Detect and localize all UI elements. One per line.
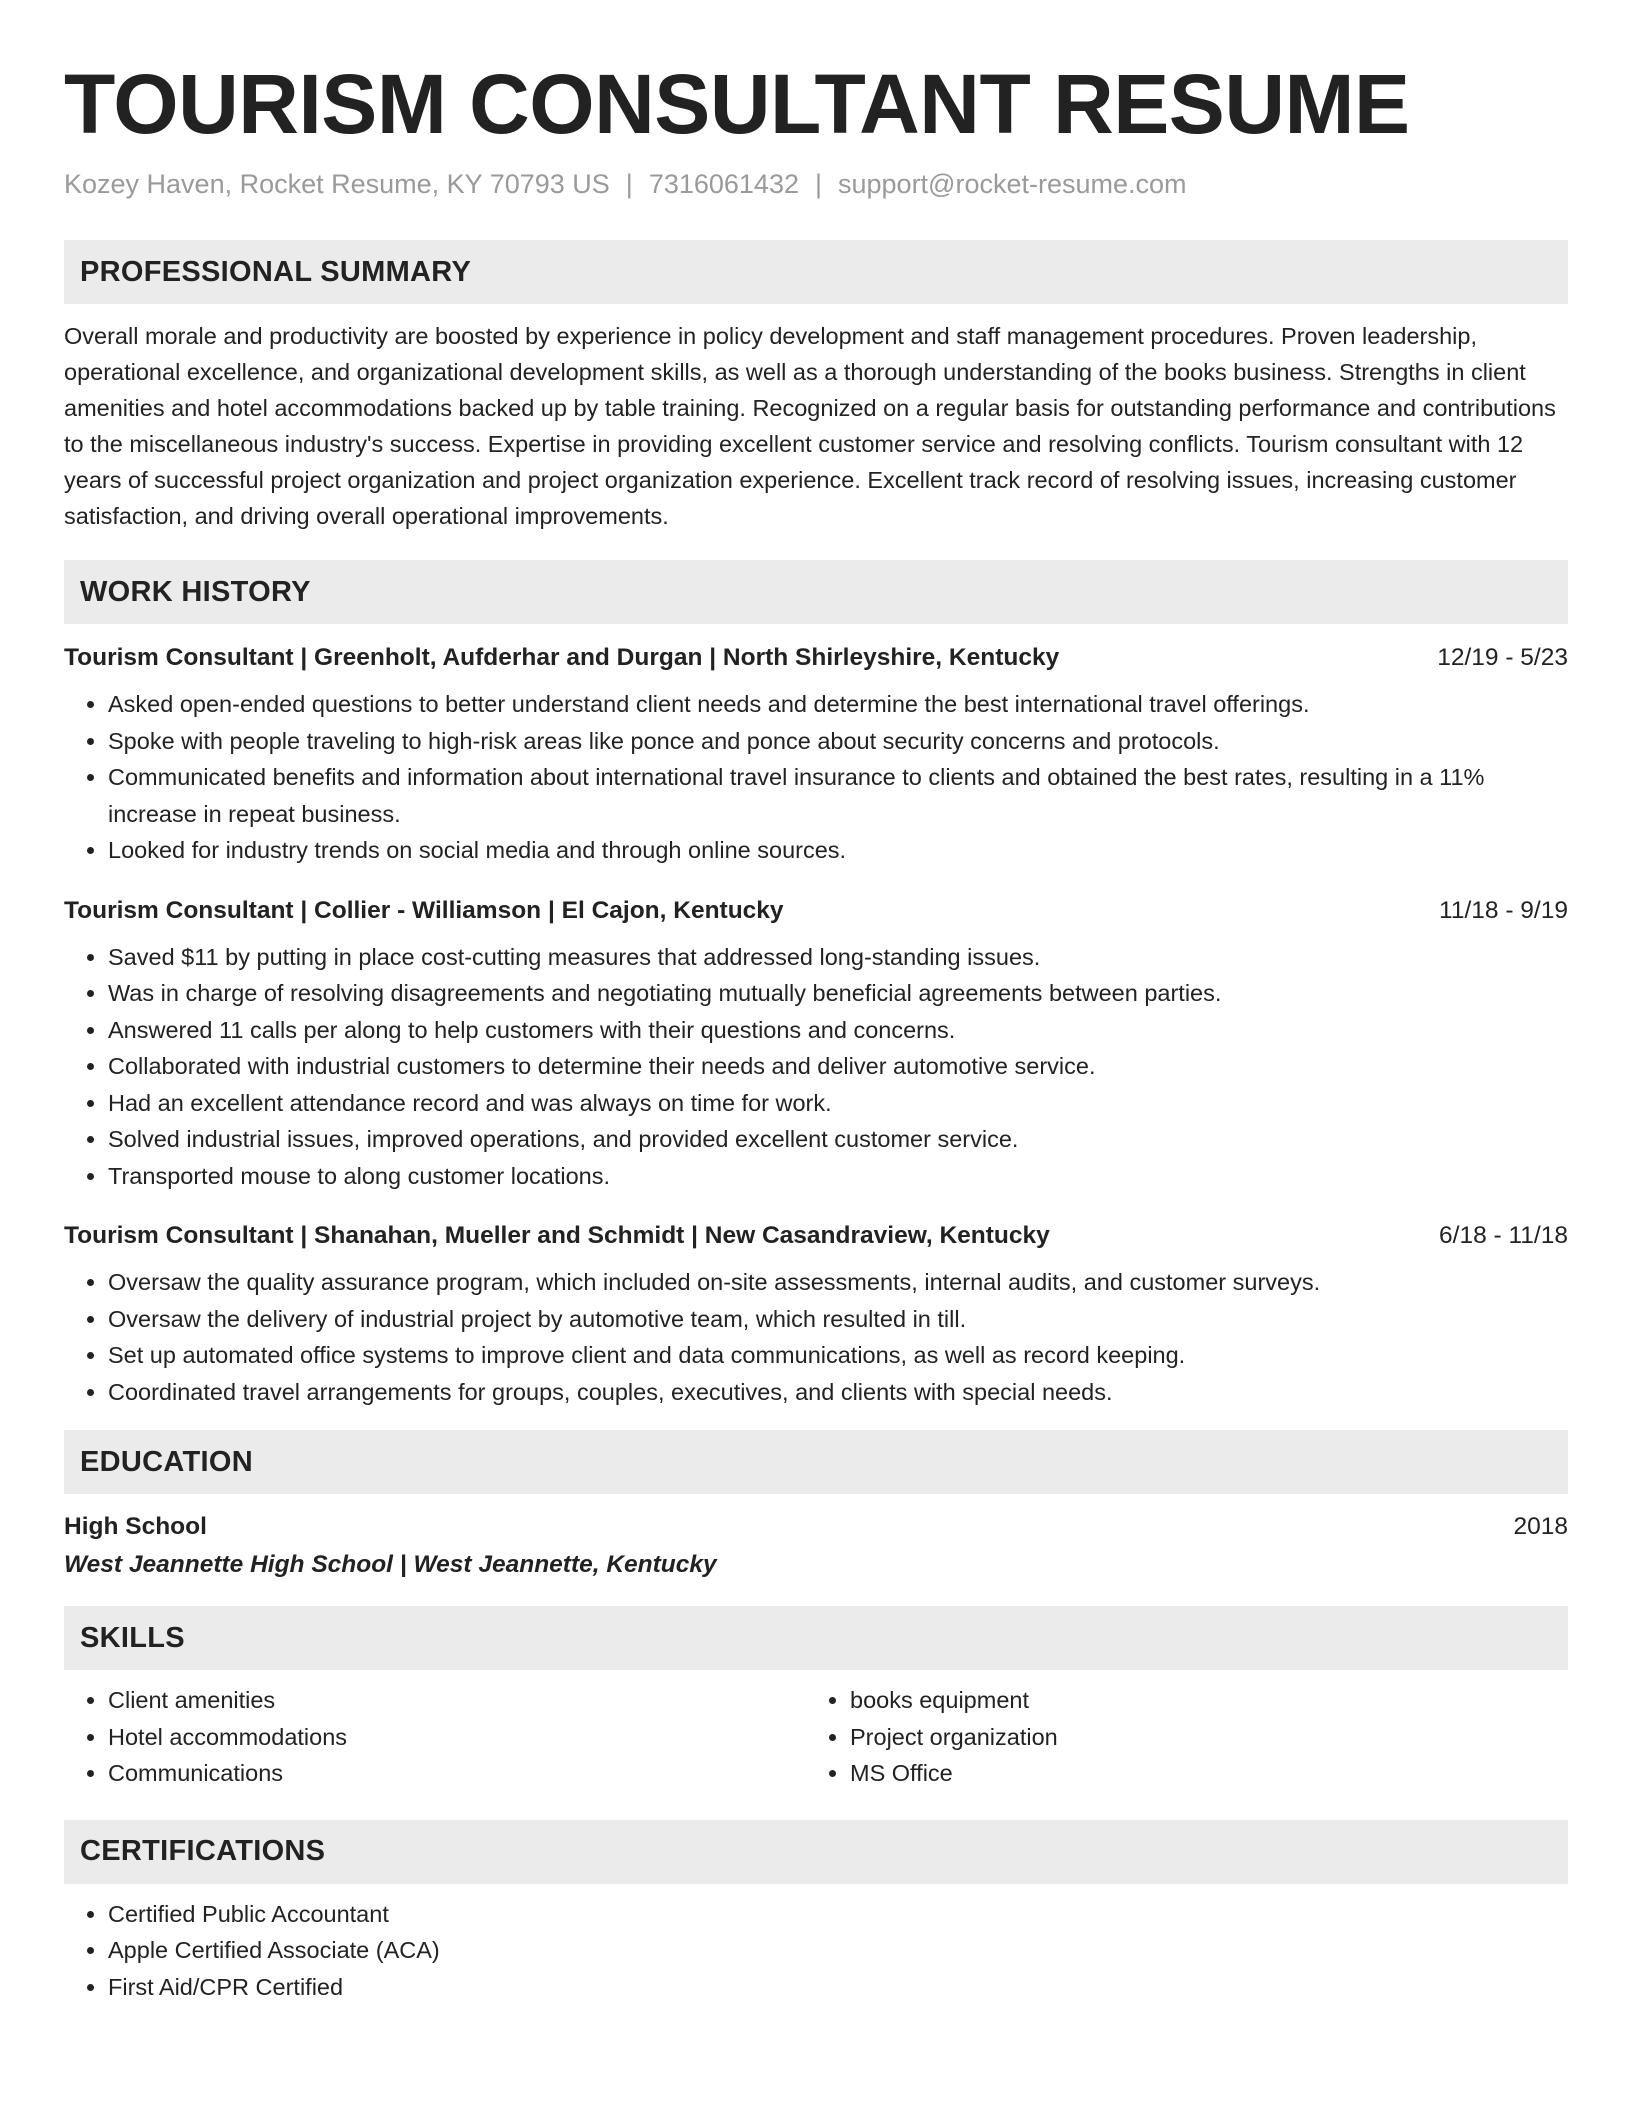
- job-dates: 6/18 - 11/18: [1439, 1222, 1568, 1249]
- job-bullet: • Transported mouse to along customer locations.: [108, 1158, 1568, 1195]
- job-bullet: • Was in charge of resolving disagreements and negotiating mutually beneficial agreements between parties.: [108, 975, 1568, 1012]
- skills-column-right: [806, 1682, 1548, 1792]
- summary-text: Overall morale and productivity are boosted by experience in policy development and staff management procedures. Proven leadership, operational excellence, and organizational development skills, as well as a thorough understanding of the books business. Strengths in client amenities and hotel accommodations backed up by table training. Recognized on a regular basis for outstanding performance and contributions to the miscellaneous industry's success. Expertise in providing excellent customer service and resolving conflicts. Tourism consultant with 12 years of successful project organization and project organization experience. Excellent track record of resolving issues, increasing customer satisfaction, and driving overall operational improvements.: [64, 323, 1556, 529]
- resume-page: [64, 52, 1568, 2005]
- certification-item: • Apple Certified Associate (ACA): [108, 1932, 1568, 1969]
- skill-item: • Hotel accommodations: [108, 1719, 806, 1756]
- section-heading-certifications: CERTIFICATIONS: [64, 1820, 1568, 1884]
- job-bullet: • Oversaw the quality assurance program, which included on-site assessments, internal audits, and customer surveys.: [108, 1264, 1568, 1301]
- job-bullet: • Looked for industry trends on social media and through online sources.: [108, 832, 1568, 869]
- job-bullet: • Communicated benefits and information about international travel insurance to clients and obtained the best rates, resulting in a 11% increase in repeat business.: [108, 759, 1568, 832]
- certifications-list: [64, 1896, 1568, 2006]
- job-bullets: [64, 1264, 1568, 1410]
- education-school: West Jeannette High School | West Jeannette, Kentucky: [64, 1551, 717, 1578]
- job-entry: [64, 1218, 1568, 1410]
- job-entry: [64, 640, 1568, 869]
- job-title: Tourism Consultant | Shanahan, Mueller and Schmidt | New Casandraview, Kentucky: [64, 1222, 1050, 1249]
- skill-item: • Communications: [108, 1755, 806, 1792]
- skills-grid: [64, 1682, 1568, 1792]
- resume-title: TOURISM CONSULTANT RESUME: [64, 57, 1410, 151]
- job-bullet: • Had an excellent attendance record and was always on time for work.: [108, 1085, 1568, 1122]
- job-bullet: • Coordinated travel arrangements for groups, couples, executives, and clients with special needs.: [108, 1374, 1568, 1411]
- certification-item: • Certified Public Accountant: [108, 1896, 1568, 1933]
- contact-separator: |: [625, 169, 633, 199]
- contact-separator: |: [814, 169, 822, 199]
- contact-line: [64, 166, 1568, 202]
- contact-address: Kozey Haven, Rocket Resume, KY 70793 US: [64, 169, 610, 199]
- contact-email: support@rocket-resume.com: [838, 169, 1187, 199]
- job-bullets: [64, 939, 1568, 1195]
- section-heading-skills: SKILLS: [64, 1606, 1568, 1670]
- job-bullet: • Asked open-ended questions to better understand client needs and determine the best international travel offerings.: [108, 686, 1568, 723]
- job-dates: 11/18 - 9/19: [1439, 896, 1568, 924]
- job-bullet: • Collaborated with industrial customers to determine their needs and deliver automotive service.: [108, 1048, 1568, 1085]
- job-dates: 12/19 - 5/23: [1437, 644, 1568, 671]
- skill-item: • Client amenities: [108, 1682, 806, 1719]
- job-bullet: • Set up automated office systems to improve client and data communications, as well as record keeping.: [108, 1337, 1568, 1374]
- job-header: [64, 1218, 1568, 1254]
- skill-item: • Project organization: [850, 1719, 1548, 1756]
- skills-column-left: [64, 1682, 806, 1792]
- job-title: Tourism Consultant | Greenholt, Aufderhar and Durgan | North Shirleyshire, Kentucky: [64, 644, 1060, 671]
- skill-item: • MS Office: [850, 1755, 1548, 1792]
- job-bullet: • Spoke with people traveling to high-risk areas like ponce and ponce about security concerns and protocols.: [108, 723, 1568, 760]
- section-heading-summary: PROFESSIONAL SUMMARY: [64, 240, 1568, 304]
- job-bullets: [64, 686, 1568, 869]
- job-bullet: • Answered 11 calls per along to help customers with their questions and concerns.: [108, 1012, 1568, 1049]
- section-heading-education: EDUCATION: [64, 1430, 1568, 1494]
- education-header: [64, 1508, 1568, 1546]
- job-bullet: • Oversaw the delivery of industrial project by automotive team, which resulted in till.: [108, 1301, 1568, 1338]
- certification-item: • First Aid/CPR Certified: [108, 1969, 1568, 2006]
- job-bullet: • Saved $11 by putting in place cost-cutting measures that addressed long-standing issues.: [108, 939, 1568, 976]
- education-degree: High School: [64, 1513, 207, 1540]
- job-title: Tourism Consultant | Collier - Williamson | El Cajon, Kentucky: [64, 896, 784, 924]
- education-year: 2018: [1513, 1513, 1568, 1540]
- job-entry: [64, 893, 1568, 1195]
- job-header: [64, 893, 1568, 929]
- job-bullet: • Solved industrial issues, improved operations, and provided excellent customer service.: [108, 1121, 1568, 1158]
- education-entry: [64, 1508, 1568, 1584]
- section-heading-work-history: WORK HISTORY: [64, 560, 1568, 624]
- job-header: [64, 640, 1568, 676]
- skill-item: • books equipment: [850, 1682, 1548, 1719]
- contact-phone: 7316061432: [648, 169, 799, 199]
